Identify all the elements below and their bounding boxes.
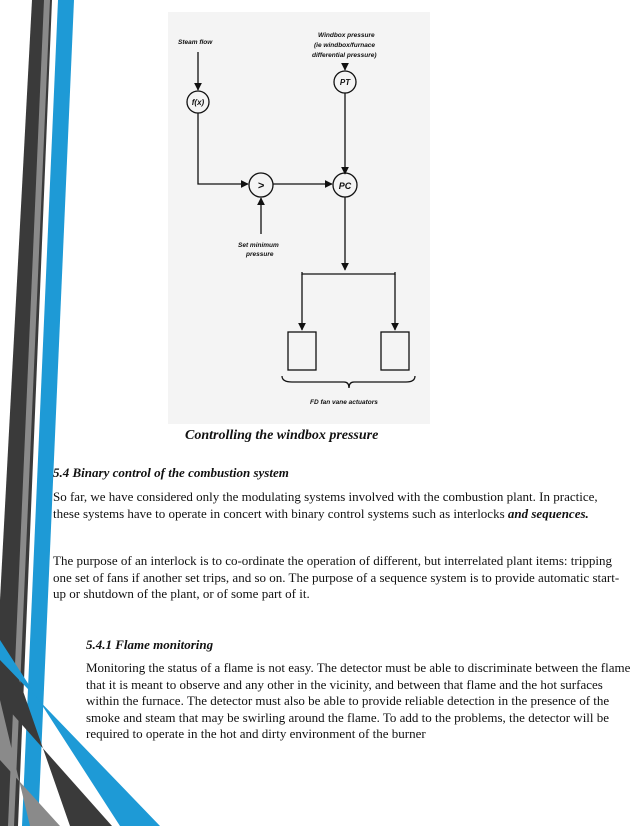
- label-windbox-1: Windbox pressure: [318, 32, 375, 39]
- label-pc: PC: [338, 181, 352, 191]
- paragraph-interlock-purpose: The purpose of an interlock is to co-ordinate the operation of different, but interrelated plant items: tripping one set of fans if another set trips, and so on. The purpose of a sequence system is to provide automatic start-up or shutdown of the plant, or of some part of it.: [53, 553, 620, 601]
- windbox-control-diagram: [168, 12, 430, 424]
- line-split: [302, 272, 395, 274]
- paragraph-flame-monitoring: Monitoring the status of a flame is not easy. The detector must be able to discriminate between the flame that it is meant to observe and any other in the vicinity, and between that flame and the hot surfaces within the furnace. The detector must also be able to provide reliable detection in the presence of the smoke and steam that may be swirling around the flame. To add to the problems, the detector will be required to operate in the hot and dirty environment of the burner: [86, 660, 631, 741]
- actuator-brace: [282, 376, 415, 388]
- section-heading-5-4-1: 5.4.1 Flame monitoring: [86, 637, 214, 652]
- label-steam-flow: Steam flow: [178, 39, 213, 46]
- paragraph-emphasis: and sequences.: [507, 505, 589, 521]
- label-actuators: FD fan vane actuators: [310, 399, 378, 406]
- section-heading-5-4: 5.4 Binary control of the combustion system: [53, 465, 289, 480]
- label-windbox-2: (ie windbox/furnace: [314, 42, 376, 49]
- paragraph-modulating-systems: [53, 489, 623, 522]
- figure-caption: Controlling the windbox pressure: [185, 428, 379, 443]
- label-fx: f(x): [191, 98, 205, 107]
- label-windbox-3: differential pressure): [312, 52, 377, 59]
- actuator-box-right: [381, 332, 409, 370]
- label-set-min-1: Set minimum: [238, 242, 279, 249]
- actuator-box-left: [288, 332, 316, 370]
- line-fx-to-gt: [198, 113, 248, 184]
- label-pt: PT: [339, 78, 351, 87]
- label-set-min-2: pressure: [246, 251, 274, 258]
- label-gt: >: [257, 180, 265, 192]
- paragraph-text: So far, we have considered only the modulating systems involved with the combustion plant. In practice, these systems have to operate in concert with binary control systems such as interlocks: [53, 489, 598, 521]
